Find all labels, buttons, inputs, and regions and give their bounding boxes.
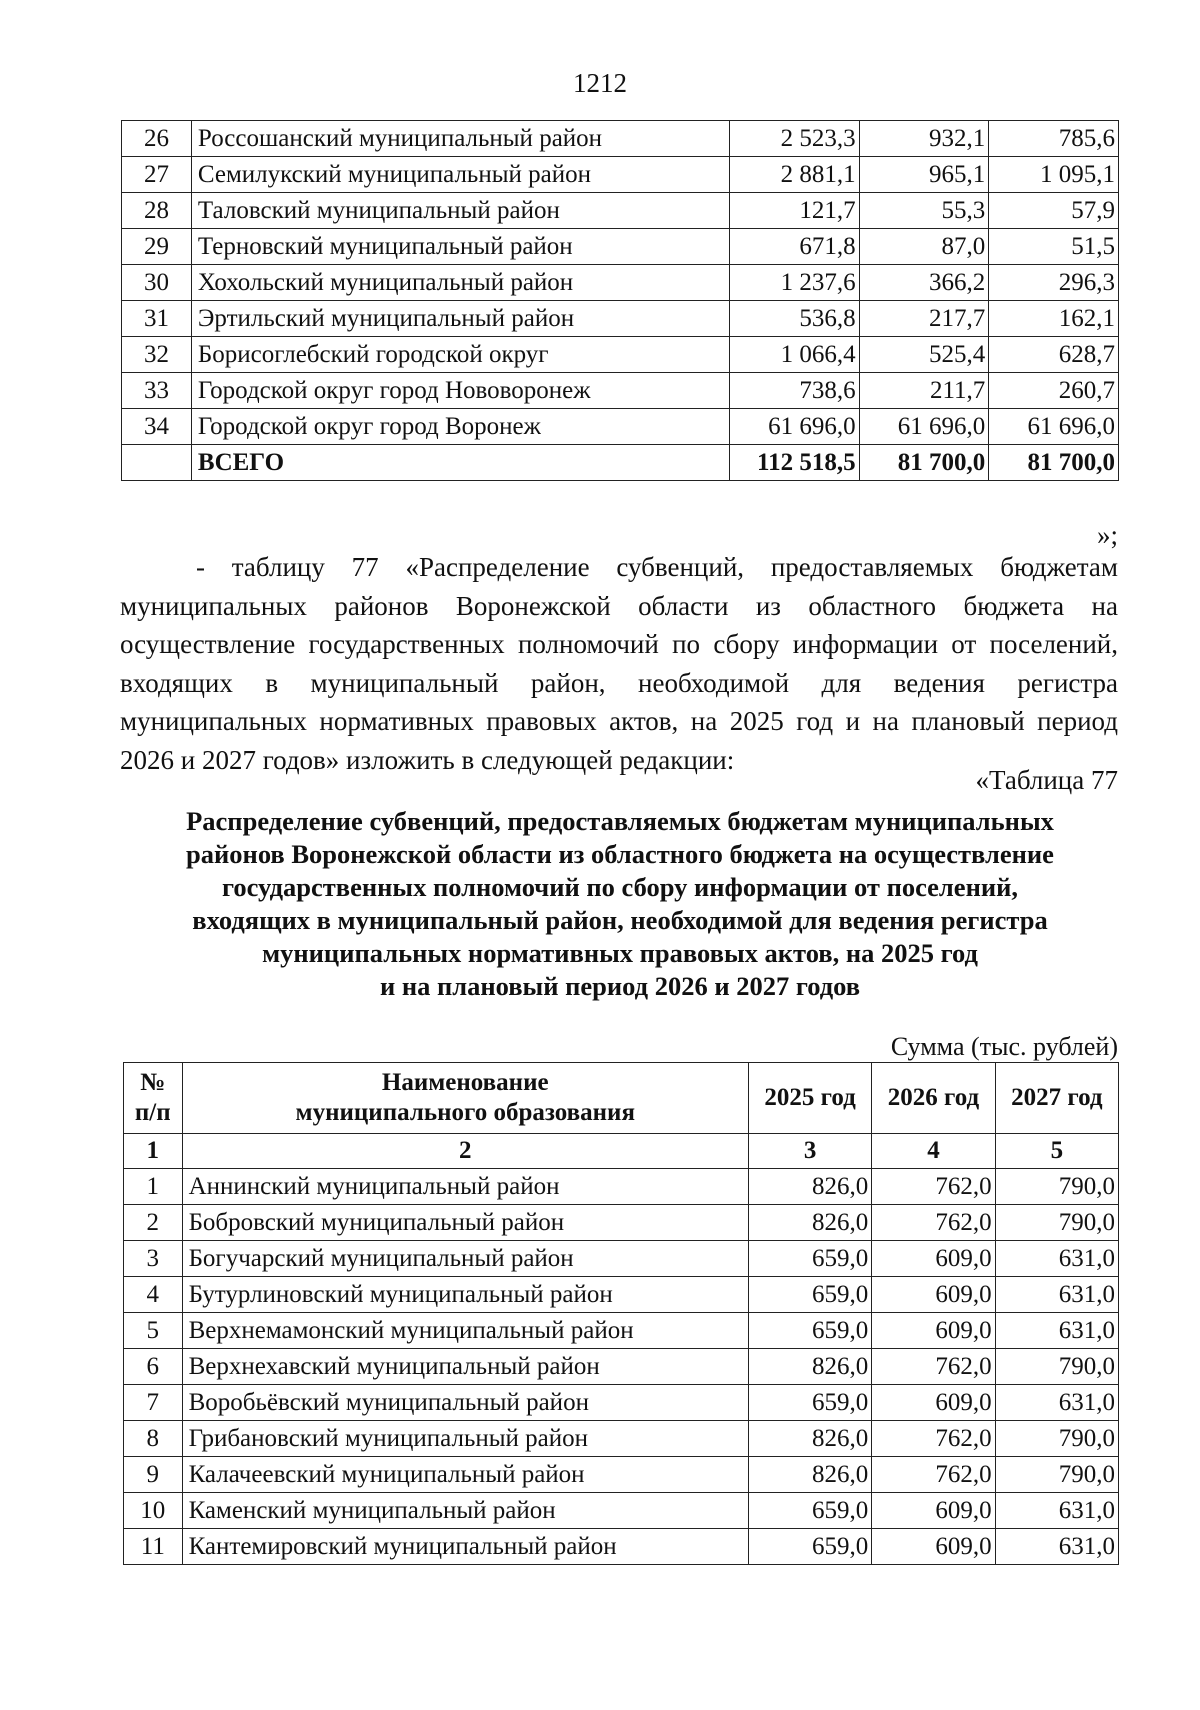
column-numbers-row [124, 1134, 1119, 1169]
title-line: Распределение субвенций, предоставляемых бюджетам муниципальных [186, 806, 1054, 836]
value-2026: 61 696,0 [859, 409, 989, 445]
table-row [124, 1241, 1119, 1277]
value-2025: 659,0 [748, 1313, 871, 1349]
value-2026: 762,0 [872, 1457, 995, 1493]
value-2026: 609,0 [872, 1241, 995, 1277]
municipality-name: Аннинский муниципальный район [182, 1169, 748, 1205]
title-line: районов Воронежской области из областного бюджета на осуществление [186, 839, 1054, 869]
value-2025: 121,7 [729, 193, 859, 229]
empty-cell [122, 445, 192, 481]
units-label: Сумма (тыс. рублей) [890, 1032, 1118, 1061]
table-row [124, 1493, 1119, 1529]
value-2026: 932,1 [859, 121, 989, 157]
table-row [124, 1277, 1119, 1313]
table-row [122, 409, 1119, 445]
row-number: 32 [122, 337, 192, 373]
value-2025: 826,0 [748, 1169, 871, 1205]
column-number: 1 [124, 1134, 183, 1169]
municipality-name: Эртильский муниципальный район [191, 301, 729, 337]
value-2025: 826,0 [748, 1205, 871, 1241]
municipality-name: Грибановский муниципальный район [182, 1421, 748, 1457]
value-2026: 366,2 [859, 265, 989, 301]
value-2027: 631,0 [995, 1385, 1118, 1421]
value-2027: 162,1 [989, 301, 1119, 337]
municipality-name: Верхнемамонский муниципальный район [182, 1313, 748, 1349]
value-2027: 57,9 [989, 193, 1119, 229]
closing-quote: »; [1096, 520, 1118, 550]
total-row [122, 445, 1119, 481]
row-number: 29 [122, 229, 192, 265]
value-2027: 260,7 [989, 373, 1119, 409]
value-2027: 61 696,0 [989, 409, 1119, 445]
row-number: 4 [124, 1277, 183, 1313]
value-2026: 609,0 [872, 1313, 995, 1349]
header-name-line2: муниципального образования [295, 1099, 635, 1126]
municipality-name: Бутурлиновский муниципальный район [182, 1277, 748, 1313]
value-2026: 762,0 [872, 1169, 995, 1205]
table-row [122, 265, 1119, 301]
table-label: «Таблица 77 [975, 765, 1118, 795]
value-2027: 790,0 [995, 1349, 1118, 1385]
value-2025: 659,0 [748, 1529, 871, 1565]
header-number-line2: п/п [134, 1099, 171, 1126]
value-2025: 738,6 [729, 373, 859, 409]
title-line: входящих в муниципальный район, необходимой для ведения регистра [192, 905, 1048, 935]
header-2025: 2025 год [748, 1063, 871, 1134]
value-2026: 965,1 [859, 157, 989, 193]
municipality-name: Городской округ город Воронеж [191, 409, 729, 445]
value-2027: 785,6 [989, 121, 1119, 157]
total-2026: 81 700,0 [859, 445, 989, 481]
value-2025: 536,8 [729, 301, 859, 337]
value-2026: 87,0 [859, 229, 989, 265]
row-number: 5 [124, 1313, 183, 1349]
row-number: 27 [122, 157, 192, 193]
table-title [120, 805, 1120, 1003]
municipality-name: Россошанский муниципальный район [191, 121, 729, 157]
total-2027: 81 700,0 [989, 445, 1119, 481]
table-row [124, 1421, 1119, 1457]
municipality-name: Таловский муниципальный район [191, 193, 729, 229]
value-2027: 51,5 [989, 229, 1119, 265]
row-number: 7 [124, 1385, 183, 1421]
table-row [122, 157, 1119, 193]
row-number: 33 [122, 373, 192, 409]
municipality-name: Терновский муниципальный район [191, 229, 729, 265]
header-row [124, 1063, 1119, 1134]
header-2026: 2026 год [872, 1063, 995, 1134]
municipality-name: Богучарский муниципальный район [182, 1241, 748, 1277]
value-2025: 659,0 [748, 1241, 871, 1277]
value-2026: 762,0 [872, 1205, 995, 1241]
value-2025: 2 881,1 [729, 157, 859, 193]
value-2025: 61 696,0 [729, 409, 859, 445]
value-2025: 659,0 [748, 1493, 871, 1529]
value-2027: 631,0 [995, 1493, 1118, 1529]
table-row [124, 1457, 1119, 1493]
municipality-name: Кантемировский муниципальный район [182, 1529, 748, 1565]
row-number: 31 [122, 301, 192, 337]
title-line: и на плановый период 2026 и 2027 годов [379, 971, 861, 1001]
value-2027: 790,0 [995, 1169, 1118, 1205]
row-number: 30 [122, 265, 192, 301]
row-number: 9 [124, 1457, 183, 1493]
row-number: 28 [122, 193, 192, 229]
value-2025: 1 237,6 [729, 265, 859, 301]
column-number: 3 [748, 1134, 871, 1169]
value-2026: 762,0 [872, 1349, 995, 1385]
title-line: государственных полномочий по сбору информации от поселений, [221, 872, 1018, 902]
table-row [124, 1313, 1119, 1349]
value-2027: 628,7 [989, 337, 1119, 373]
header-name-line1: Наименование [381, 1069, 549, 1096]
table-row [122, 121, 1119, 157]
value-2027: 1 095,1 [989, 157, 1119, 193]
total-2025: 112 518,5 [729, 445, 859, 481]
value-2025: 2 523,3 [729, 121, 859, 157]
table-row [122, 229, 1119, 265]
municipality-name: Семилукский муниципальный район [191, 157, 729, 193]
table-row [124, 1529, 1119, 1565]
row-number: 34 [122, 409, 192, 445]
table-row [122, 193, 1119, 229]
header-number-line1: № [140, 1069, 166, 1096]
header-2027: 2027 год [995, 1063, 1118, 1134]
value-2025: 671,8 [729, 229, 859, 265]
value-2025: 826,0 [748, 1349, 871, 1385]
municipality-name: Калачеевский муниципальный район [182, 1457, 748, 1493]
amendment-paragraph: - таблицу 77 «Распределение субвенций, предоставляемых бюджетам муниципальных районов Воронежской области из областного бюджета на осуществление государственных полномочий по сбору информации от поселений, входящих в муниципальный район, необходимой для ведения регистра муниципальных нормативных правовых актов, на 2025 год и на плановый период 2026 и 2027 годов» изложить в следующей редакции: [120, 552, 1118, 775]
value-2026: 217,7 [859, 301, 989, 337]
value-2027: 631,0 [995, 1313, 1118, 1349]
value-2025: 659,0 [748, 1277, 871, 1313]
column-number: 4 [872, 1134, 995, 1169]
value-2025: 826,0 [748, 1457, 871, 1493]
table-row [124, 1349, 1119, 1385]
value-2026: 211,7 [859, 373, 989, 409]
previous-table-continuation [121, 120, 1119, 481]
value-2026: 55,3 [859, 193, 989, 229]
total-label: ВСЕГО [191, 445, 729, 481]
header-name [182, 1063, 748, 1134]
page-number: 1212 [573, 68, 627, 98]
municipality-name: Хохольский муниципальный район [191, 265, 729, 301]
column-number: 5 [995, 1134, 1118, 1169]
value-2026: 609,0 [872, 1277, 995, 1313]
row-number: 26 [122, 121, 192, 157]
value-2027: 790,0 [995, 1457, 1118, 1493]
row-number: 3 [124, 1241, 183, 1277]
column-number: 2 [182, 1134, 748, 1169]
table-row [122, 337, 1119, 373]
table-row [124, 1169, 1119, 1205]
value-2025: 659,0 [748, 1385, 871, 1421]
table-row [122, 301, 1119, 337]
table-row [124, 1205, 1119, 1241]
value-2025: 1 066,4 [729, 337, 859, 373]
value-2027: 296,3 [989, 265, 1119, 301]
municipality-name: Борисоглебский городской округ [191, 337, 729, 373]
municipality-name: Городской округ город Нововоронеж [191, 373, 729, 409]
value-2026: 609,0 [872, 1493, 995, 1529]
municipality-name: Верхнехавский муниципальный район [182, 1349, 748, 1385]
table-77 [123, 1062, 1119, 1565]
value-2027: 631,0 [995, 1529, 1118, 1565]
value-2026: 609,0 [872, 1385, 995, 1421]
row-number: 2 [124, 1205, 183, 1241]
row-number: 10 [124, 1493, 183, 1529]
value-2027: 790,0 [995, 1421, 1118, 1457]
municipality-name: Бобровский муниципальный район [182, 1205, 748, 1241]
row-number: 8 [124, 1421, 183, 1457]
table-row [124, 1385, 1119, 1421]
value-2025: 826,0 [748, 1421, 871, 1457]
value-2027: 631,0 [995, 1241, 1118, 1277]
row-number: 11 [124, 1529, 183, 1565]
municipality-name: Каменский муниципальный район [182, 1493, 748, 1529]
title-line: муниципальных нормативных правовых актов, на 2025 год [262, 938, 978, 968]
row-number: 1 [124, 1169, 183, 1205]
value-2027: 790,0 [995, 1205, 1118, 1241]
value-2027: 631,0 [995, 1277, 1118, 1313]
value-2026: 762,0 [872, 1421, 995, 1457]
value-2026: 609,0 [872, 1529, 995, 1565]
value-2026: 525,4 [859, 337, 989, 373]
header-number [124, 1063, 183, 1134]
row-number: 6 [124, 1349, 183, 1385]
municipality-name: Воробьёвский муниципальный район [182, 1385, 748, 1421]
table-row [122, 373, 1119, 409]
